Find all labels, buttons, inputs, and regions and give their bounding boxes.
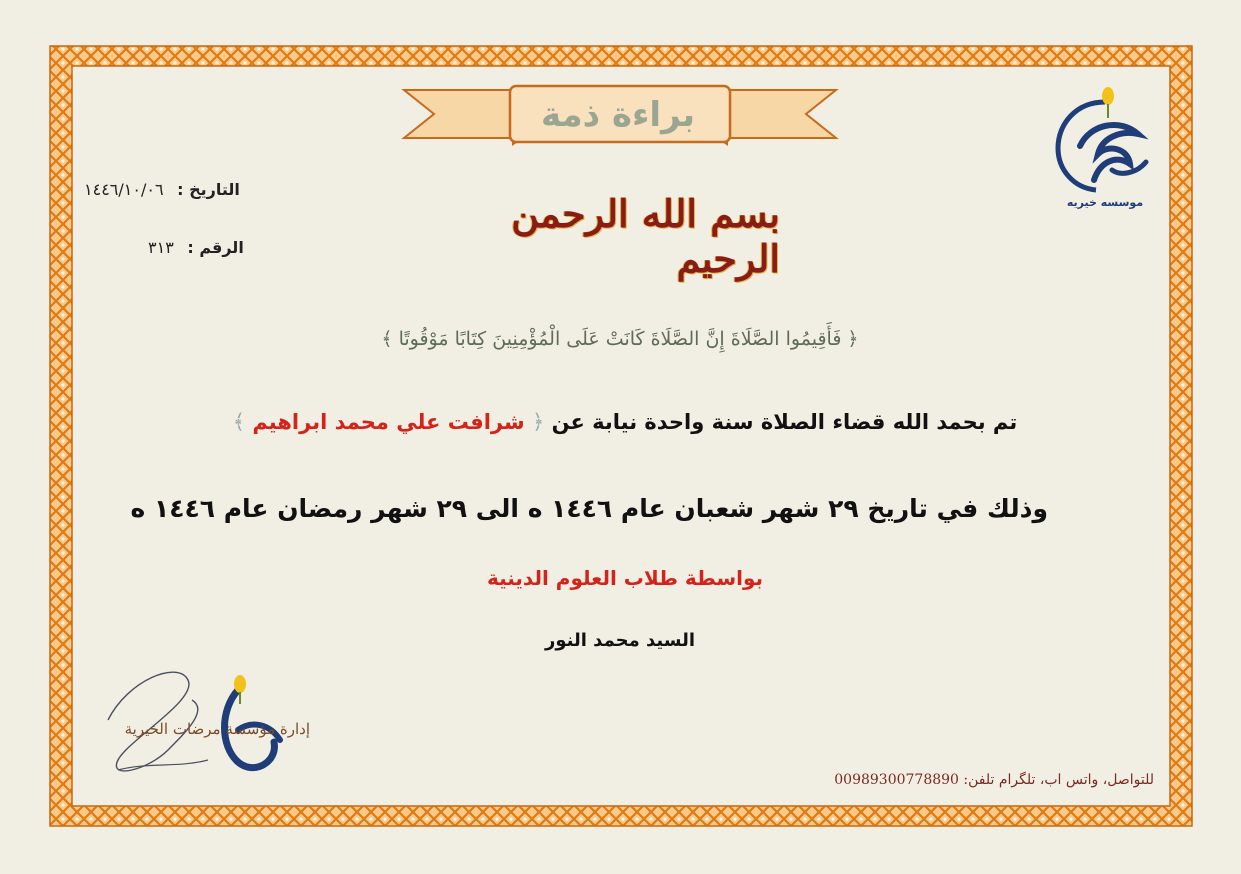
basmala-calligraphy (470, 182, 780, 290)
performed-by-line: بواسطة طلاب العلوم الدينية (486, 566, 764, 590)
basmala-text: بسم الله الرحمن الرحيم (511, 191, 780, 281)
admin-label: إدارة مؤسسة مرضات الخيرية (124, 720, 310, 738)
contact-info: للتواصل، واتس اب، تلگرام تلفن: 00989300778890 (834, 772, 1154, 788)
number-value: ٣١٣ (148, 238, 174, 257)
date-line (84, 180, 240, 199)
quran-verse: ﴿ فَأَقِيمُوا الصَّلَاةَ إِنَّ الصَّلَاةَ كَانَتْ عَلَى الْمُؤْمِنِينَ كِتَابًا مَوْقُوتًا ﴾ (381, 328, 859, 350)
certificate-title: براءة ذمة (541, 95, 695, 135)
beneficiary-name: شرافت علي محمد ابراهيم (252, 410, 525, 434)
number-line (148, 238, 244, 257)
signatory-name: السيد محمد النور (544, 630, 696, 651)
logo-caption: موسسه خيريه (1066, 196, 1144, 209)
period-line: وذلك في تاريخ ٢٩ شهر شعبان عام ١٤٤٦ ه الى ٢٩ شهر رمضان عام ١٤٤٦ ه (130, 494, 1048, 523)
date-value: ١٤٤٦/١٠/٠٦ (84, 180, 164, 199)
ornament-close: ﴾ (232, 410, 246, 434)
statement-text: تم بحمد الله قضاء الصلاة سنة واحدة نيابة عن (551, 410, 1018, 434)
ornament-open: ﴿ (531, 410, 545, 434)
date-label: التاريخ : (177, 180, 240, 199)
institution-logo-icon (1050, 84, 1160, 214)
statement-line (210, 410, 1040, 434)
number-label: الرقم : (187, 238, 244, 257)
